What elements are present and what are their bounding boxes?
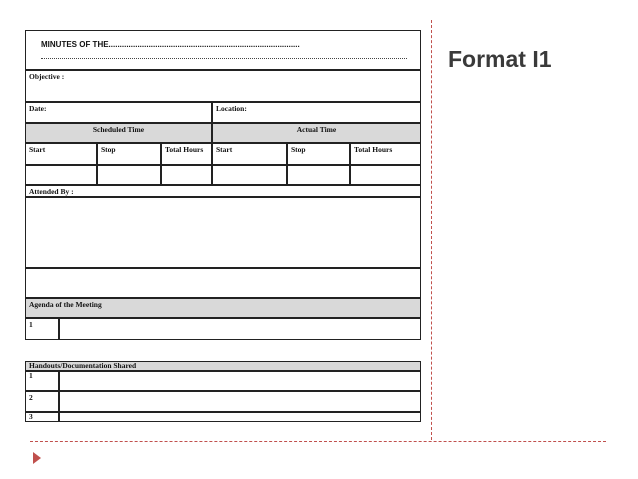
scheduled-time-label: Scheduled Time (92, 125, 145, 134)
header-dotted-line (41, 58, 407, 59)
time-value-cell[interactable] (212, 165, 287, 185)
objective-label: Objective : (29, 72, 65, 81)
row-number: 3 (29, 412, 33, 421)
handout-row-entry[interactable] (59, 371, 421, 391)
time-value-cell[interactable] (97, 165, 161, 185)
triangle-bullet-icon (33, 452, 41, 464)
attendees-area[interactable] (25, 197, 421, 268)
handouts-label: Handouts/Documentation Shared (29, 361, 137, 370)
col-label: Total Hours (165, 145, 204, 154)
attended-by-row (25, 185, 421, 197)
handout-row-number (25, 412, 59, 422)
scheduled-stop-col (97, 143, 161, 165)
actual-stop-col (287, 143, 350, 165)
time-value-cell[interactable] (25, 165, 97, 185)
row-number: 2 (29, 393, 33, 402)
col-label: Start (29, 145, 46, 154)
minutes-form (25, 30, 421, 428)
agenda-row-entry[interactable] (59, 318, 421, 340)
form-header-title: MINUTES OF THE...................................................................................... (41, 40, 300, 49)
scheduled-total-col (161, 143, 212, 165)
form-header-box (25, 30, 421, 70)
slide-title: Format I1 (448, 46, 552, 72)
location-label: Location: (216, 104, 247, 113)
handout-row-number (25, 391, 59, 412)
col-label: Total Hours (354, 145, 393, 154)
attendees-extra-area[interactable] (25, 268, 421, 298)
scheduled-time-header (25, 123, 212, 143)
scheduled-start-col (25, 143, 97, 165)
col-label: Stop (291, 145, 306, 154)
agenda-row-number (25, 318, 59, 340)
time-value-cell[interactable] (161, 165, 212, 185)
objective-row (25, 70, 421, 102)
actual-time-label: Actual Time (296, 125, 337, 134)
time-value-cell[interactable] (350, 165, 421, 185)
col-label: Stop (101, 145, 116, 154)
actual-total-col (350, 143, 421, 165)
agenda-header (25, 298, 421, 318)
location-cell (212, 102, 421, 123)
handouts-header (25, 361, 421, 371)
date-label: Date: (29, 104, 47, 113)
row-number: 1 (29, 320, 33, 329)
handout-row-number (25, 371, 59, 391)
vertical-dashed-divider (431, 20, 432, 440)
handout-row-entry[interactable] (59, 391, 421, 412)
agenda-label: Agenda of the Meeting (29, 300, 102, 309)
col-label: Start (216, 145, 233, 154)
attended-by-label: Attended By : (29, 187, 74, 196)
row-number: 1 (29, 371, 33, 380)
actual-time-header (212, 123, 421, 143)
horizontal-dashed-divider (30, 441, 606, 442)
handout-row-entry[interactable] (59, 412, 421, 422)
time-value-cell[interactable] (287, 165, 350, 185)
date-cell (25, 102, 212, 123)
actual-start-col (212, 143, 287, 165)
